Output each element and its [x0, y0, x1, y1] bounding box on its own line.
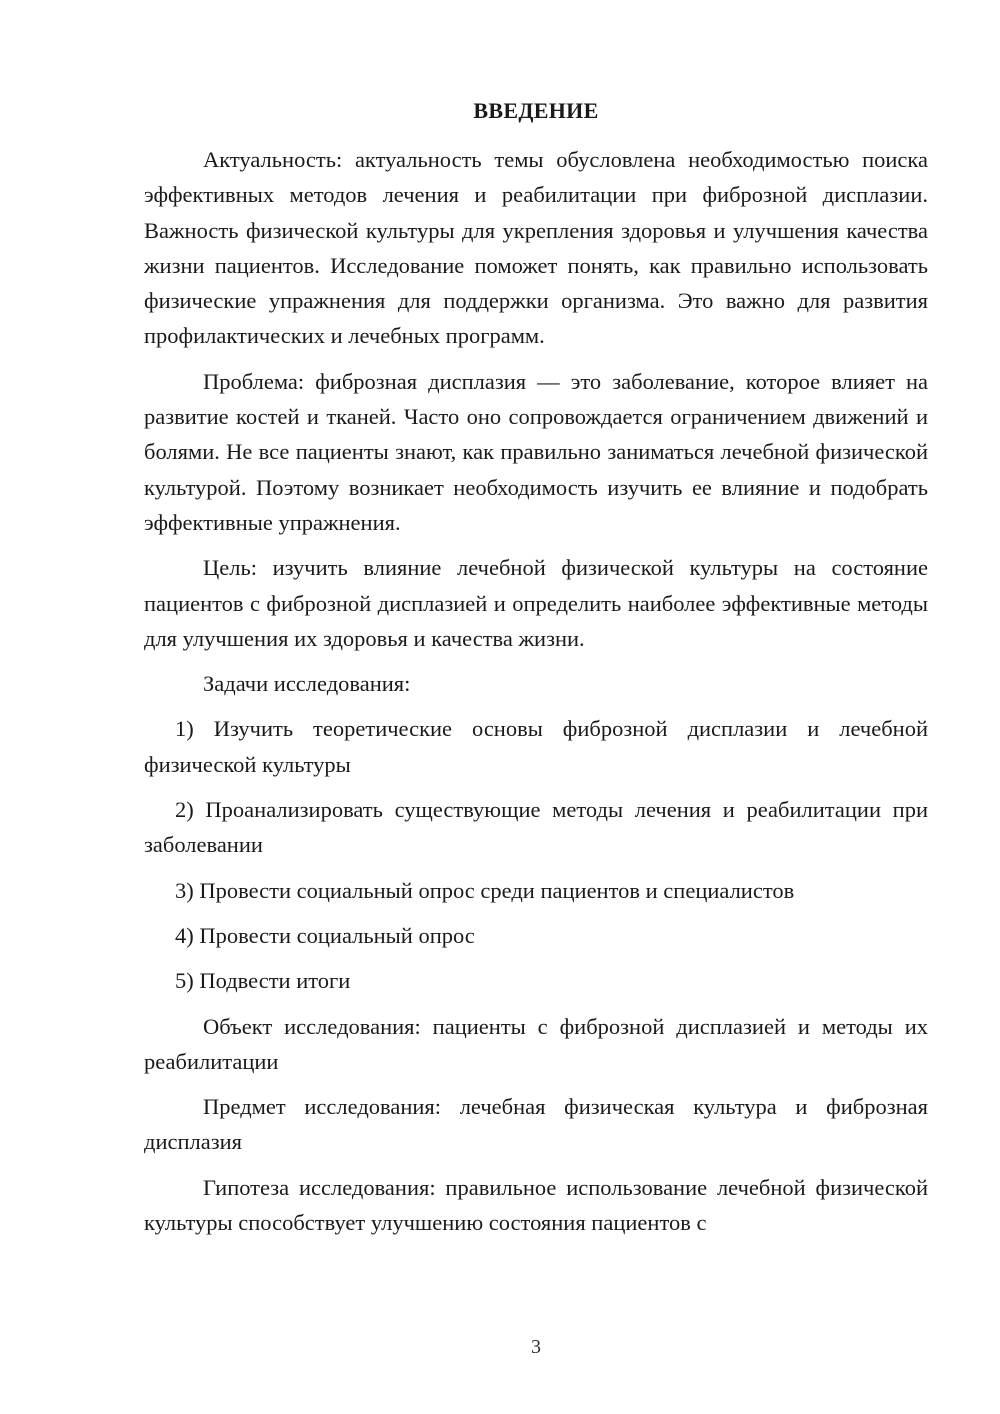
task-item-1: 1) Изучить теоретические основы фиброзной дисплазии и лечебной физической культуры — [144, 716, 928, 777]
paragraph-subject: Предмет исследования: лечебная физическая культура и фиброзная дисплазия — [144, 1094, 928, 1155]
task-item-3: 3) Провести социальный опрос среди пациентов и специалистов — [175, 877, 795, 903]
page-number: 3 — [531, 1336, 541, 1358]
page-heading: ВВЕДЕНИЕ — [473, 98, 599, 123]
paragraph-hypothesis: Гипотеза исследования: правильное использование лечебной физической культуры способствует улучшению состояния пациентов с — [144, 1174, 928, 1236]
body-text — [144, 142, 928, 1250]
paragraph-goal: Цель: изучить влияние лечебной физической культуры на состояние пациентов с фиброзной дисплазией и определить наиболее эффективные методы для улучшения их здоровья и качества жизни. — [144, 555, 928, 651]
task-item-5: 5) Подвести итоги — [175, 968, 351, 994]
paragraph-problem: Проблема: фиброзная дисплазия — это заболевание, которое влияет на развитие костей и тканей. Часто оно сопровождается ограничением движений и болями. Не все пациенты знают, как правильно заниматься лечебной физической культурой. Поэтому возникает необходимость изучить ее влияние и подобрать эффективные упражнения. — [144, 368, 928, 535]
paragraph-object: Объект исследования: пациенты с фиброзной дисплазией и методы их реабилитации — [144, 1013, 928, 1074]
task-item-4: 4) Провести социальный опрос — [175, 922, 475, 948]
paragraph-tasks-heading: Задачи исследования: — [203, 671, 411, 697]
paragraph-relevance: Актуальность: актуальность темы обусловлена необходимостью поиска эффективных методов лечения и реабилитации при фиброзной дисплазии. Важность физической культуры для укрепления здоровья и улучшения качества жизни пациентов. Исследование поможет понять, как правильно использовать физические упражнения для поддержки организма. Это важно для развития профилактических и лечебных программ. — [144, 147, 928, 349]
task-item-2: 2) Проанализировать существующие методы лечения и реабилитации при заболевании — [144, 797, 928, 858]
